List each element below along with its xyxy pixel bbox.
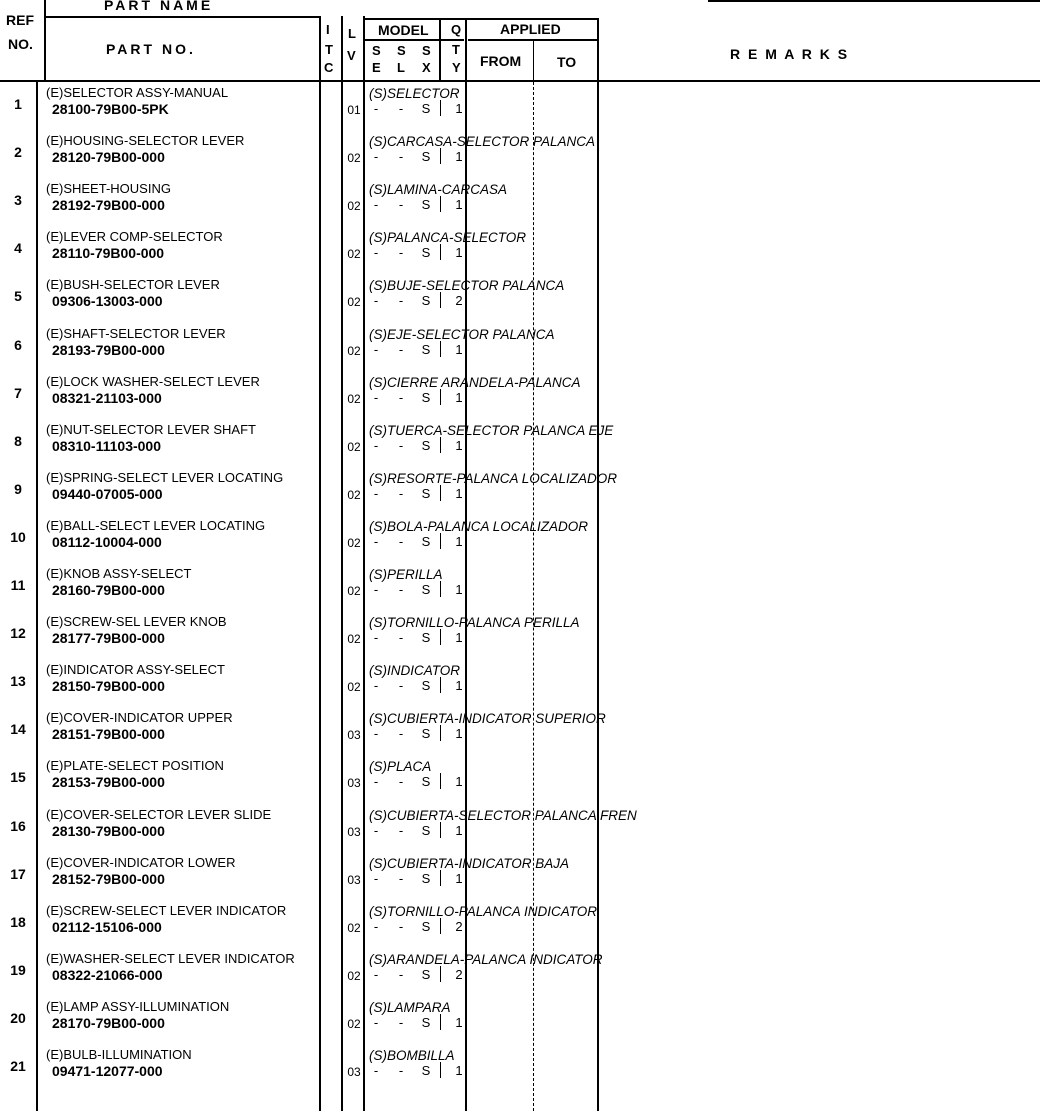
model-se-value: - bbox=[373, 870, 379, 886]
quantity-value: 1 bbox=[455, 726, 463, 742]
ref-number: 16 bbox=[10, 817, 26, 834]
header-top-rule bbox=[364, 18, 598, 20]
table-row bbox=[0, 948, 1040, 996]
model-sx-value: S bbox=[421, 485, 431, 501]
col-from-to-divider bbox=[533, 40, 534, 80]
model-se-value: - bbox=[373, 437, 379, 453]
level-value: 03 bbox=[347, 824, 361, 839]
model-se-value: - bbox=[373, 533, 379, 549]
model-col-3-top: S bbox=[422, 43, 431, 58]
level-value: 02 bbox=[347, 343, 361, 358]
ref-number: 3 bbox=[14, 192, 22, 209]
part-name: (E)LAMP ASSY-ILLUMINATION bbox=[46, 998, 230, 1014]
ref-number: 8 bbox=[14, 432, 22, 449]
part-name: (E)BULB-ILLUMINATION bbox=[46, 1047, 192, 1062]
remarks-text: (S)CUBIERTA-INDICATOR SUPERIOR bbox=[369, 711, 606, 727]
quantity-value: 1 bbox=[455, 1014, 463, 1030]
model-sl-value: - bbox=[398, 101, 404, 116]
level-value: 02 bbox=[347, 1016, 361, 1031]
remarks-text: (S)TORNILLO-PALANCA INDICATOR bbox=[369, 903, 598, 919]
model-sl-value: - bbox=[398, 870, 404, 886]
remarks-text: (S)PLACA bbox=[369, 759, 432, 775]
level-value: 03 bbox=[347, 776, 361, 791]
quantity-value: 1 bbox=[455, 582, 463, 597]
qty-header-q: Q bbox=[451, 22, 462, 37]
applied-header: APPLIED bbox=[500, 21, 561, 37]
ref-number: 18 bbox=[10, 913, 26, 930]
model-header: MODEL bbox=[378, 22, 429, 38]
model-sl-value: - bbox=[398, 774, 404, 790]
quantity-value: 2 bbox=[455, 293, 463, 309]
part-number: 28152-79B00-000 bbox=[52, 870, 165, 887]
remarks-text: (S)TORNILLO-PALANCA PERILLA bbox=[369, 615, 580, 631]
part-number: 08321-21103-000 bbox=[52, 389, 162, 406]
quantity-value: 1 bbox=[455, 485, 463, 501]
ref-number: 21 bbox=[10, 1058, 26, 1074]
part-name: (E)COVER-INDICATOR LOWER bbox=[46, 854, 236, 870]
part-number: 28100-79B00-5PK bbox=[52, 101, 169, 117]
level-value: 03 bbox=[347, 728, 361, 743]
model-qty-tick bbox=[440, 389, 441, 405]
lv-header-l: L bbox=[348, 26, 356, 41]
part-name: (E)SPRING-SELECT LEVER LOCATING bbox=[46, 469, 284, 485]
model-se-value: - bbox=[373, 389, 379, 405]
table-row bbox=[0, 1044, 1040, 1092]
model-qty-tick bbox=[440, 773, 441, 789]
model-sx-value: S bbox=[421, 533, 431, 549]
ref-number: 20 bbox=[10, 1009, 26, 1026]
quantity-value: 1 bbox=[455, 774, 463, 790]
ref-number: 10 bbox=[10, 528, 26, 545]
model-sl-value: - bbox=[398, 533, 404, 549]
level-value: 02 bbox=[347, 680, 361, 695]
part-name: (E)SELECTOR ASSY-MANUAL bbox=[46, 85, 229, 100]
model-col-1-top: S bbox=[372, 43, 381, 58]
level-value: 02 bbox=[347, 295, 361, 310]
from-header: FROM bbox=[480, 53, 522, 69]
model-sl-value: - bbox=[398, 1014, 404, 1030]
ref-number: 5 bbox=[14, 288, 22, 305]
model-sx-value: S bbox=[421, 1014, 431, 1030]
part-name: (E)KNOB ASSY-SELECT bbox=[46, 566, 192, 581]
model-col-2-top: S bbox=[397, 43, 406, 58]
ref-number: 19 bbox=[10, 961, 26, 978]
model-se-value: - bbox=[373, 485, 379, 501]
model-sl-value: - bbox=[398, 1063, 404, 1078]
model-qty-tick bbox=[440, 629, 441, 645]
table-row bbox=[0, 371, 1040, 419]
model-se-value: - bbox=[373, 1014, 379, 1030]
model-sl-value: - bbox=[398, 197, 404, 213]
model-se-value: - bbox=[373, 726, 379, 742]
ref-number: 13 bbox=[10, 673, 26, 690]
remarks-text: (S)INDICATOR bbox=[369, 663, 460, 679]
ref-number: 17 bbox=[10, 865, 26, 882]
model-sl-value: - bbox=[398, 389, 404, 405]
model-sx-value: S bbox=[421, 822, 431, 838]
model-sx-value: S bbox=[421, 918, 431, 934]
model-se-value: - bbox=[373, 630, 379, 646]
col-model-right bbox=[439, 18, 441, 80]
ref-number: 4 bbox=[14, 240, 22, 257]
model-qty-tick bbox=[440, 100, 441, 116]
model-sx-value: S bbox=[421, 630, 431, 646]
part-name-rule bbox=[44, 16, 320, 18]
part-name: (E)SCREW-SEL LEVER KNOB bbox=[46, 614, 227, 630]
model-rule bbox=[364, 39, 464, 41]
table-row bbox=[0, 323, 1040, 371]
level-value: 02 bbox=[347, 584, 361, 598]
level-value: 02 bbox=[347, 535, 361, 550]
level-value: 01 bbox=[347, 103, 361, 117]
quantity-value: 1 bbox=[455, 149, 463, 165]
part-name: (E)BUSH-SELECTOR LEVER bbox=[46, 277, 220, 293]
model-qty-tick bbox=[440, 244, 441, 260]
table-row bbox=[0, 515, 1040, 563]
quantity-value: 2 bbox=[455, 918, 463, 934]
remarks-text: (S)CUBIERTA-SELECTOR PALANCA FREN bbox=[369, 807, 637, 823]
quantity-value: 1 bbox=[455, 437, 463, 453]
table-row bbox=[0, 900, 1040, 948]
model-sx-value: S bbox=[421, 678, 431, 694]
model-qty-tick bbox=[440, 966, 441, 982]
part-number: 02112-15106-000 bbox=[52, 918, 162, 935]
level-value: 02 bbox=[347, 151, 361, 166]
part-number: 28130-79B00-000 bbox=[52, 822, 165, 839]
quantity-value: 1 bbox=[455, 678, 463, 694]
level-value: 02 bbox=[347, 920, 361, 935]
model-sx-value: S bbox=[421, 582, 431, 597]
no-header: NO. bbox=[8, 36, 33, 52]
table-row bbox=[0, 419, 1040, 467]
model-sl-value: - bbox=[398, 582, 404, 597]
level-value: 02 bbox=[347, 439, 361, 454]
remarks-text: (S)CARCASA-SELECTOR PALANCA bbox=[369, 134, 596, 150]
model-sx-value: S bbox=[421, 437, 431, 453]
model-sx-value: S bbox=[421, 389, 431, 405]
to-header: TO bbox=[557, 54, 577, 70]
model-qty-tick bbox=[440, 196, 441, 212]
level-value: 03 bbox=[347, 1065, 361, 1079]
part-number: 28170-79B00-000 bbox=[52, 1014, 165, 1031]
model-qty-tick bbox=[440, 581, 441, 597]
model-sl-value: - bbox=[398, 293, 404, 309]
remarks-text: (S)SELECTOR bbox=[369, 86, 460, 101]
table-row bbox=[0, 804, 1040, 852]
quantity-value: 2 bbox=[455, 966, 463, 982]
model-qty-tick bbox=[440, 148, 441, 164]
quantity-value: 1 bbox=[455, 197, 463, 213]
table-row bbox=[0, 563, 1040, 611]
table-row bbox=[0, 755, 1040, 803]
level-value: 02 bbox=[347, 968, 361, 983]
model-sx-value: S bbox=[421, 341, 431, 357]
quantity-value: 1 bbox=[455, 341, 463, 357]
table-row bbox=[0, 996, 1040, 1044]
table-row bbox=[0, 274, 1040, 322]
remarks-text: (S)ARANDELA-PALANCA INDICATOR bbox=[369, 951, 603, 967]
table-row bbox=[0, 659, 1040, 707]
part-name: (E)BALL-SELECT LEVER LOCATING bbox=[46, 517, 266, 533]
model-se-value: - bbox=[373, 149, 379, 165]
remarks-text: (S)LAMINA-CARCASA bbox=[369, 182, 508, 198]
model-qty-tick bbox=[440, 918, 441, 934]
model-se-value: - bbox=[373, 197, 379, 213]
model-se-value: - bbox=[373, 101, 379, 116]
model-se-value: - bbox=[373, 678, 379, 694]
level-value: 03 bbox=[347, 872, 361, 887]
model-se-value: - bbox=[373, 774, 379, 790]
model-se-value: - bbox=[373, 245, 379, 261]
part-name: (E)NUT-SELECTOR LEVER SHAFT bbox=[46, 421, 256, 437]
table-row bbox=[0, 130, 1040, 178]
ref-number: 11 bbox=[10, 577, 26, 593]
part-number: 28153-79B00-000 bbox=[52, 774, 165, 791]
quantity-value: 1 bbox=[455, 101, 463, 116]
part-number: 09306-13003-000 bbox=[52, 293, 163, 310]
model-qty-tick bbox=[440, 341, 441, 357]
table-row bbox=[0, 611, 1040, 659]
model-sx-value: S bbox=[421, 1063, 431, 1078]
remarks-text: (S)PALANCA-SELECTOR bbox=[369, 230, 527, 246]
level-value: 02 bbox=[347, 632, 361, 647]
part-number: 28192-79B00-000 bbox=[52, 197, 165, 214]
model-sl-value: - bbox=[398, 630, 404, 646]
model-se-value: - bbox=[373, 582, 379, 597]
qty-header-t: T bbox=[452, 42, 460, 57]
part-name: (E)HOUSING-SELECTOR LEVER bbox=[46, 133, 245, 149]
part-number: 08322-21066-000 bbox=[52, 966, 163, 983]
part-name: (E)COVER-INDICATOR UPPER bbox=[46, 710, 233, 726]
part-number: 28151-79B00-000 bbox=[52, 726, 165, 743]
part-name: (E)COVER-SELECTOR LEVER SLIDE bbox=[46, 806, 272, 822]
model-sx-value: S bbox=[421, 197, 431, 213]
remarks-text: (S)PERILLA bbox=[369, 567, 443, 582]
qty-header-y: Y bbox=[452, 60, 461, 75]
quantity-value: 1 bbox=[455, 245, 463, 261]
quantity-value: 1 bbox=[455, 533, 463, 549]
part-no-header: PART NO. bbox=[106, 41, 196, 57]
model-qty-tick bbox=[440, 533, 441, 549]
remarks-text: (S)EJE-SELECTOR PALANCA bbox=[369, 326, 555, 342]
ref-number: 14 bbox=[10, 721, 26, 738]
table-row bbox=[0, 226, 1040, 274]
quantity-value: 1 bbox=[455, 1063, 463, 1078]
model-sl-value: - bbox=[398, 149, 404, 165]
remarks-text: (S)BOLA-PALANCA LOCALIZADOR bbox=[369, 518, 589, 534]
model-qty-tick bbox=[440, 1014, 441, 1030]
model-sl-value: - bbox=[398, 966, 404, 982]
model-sl-value: - bbox=[398, 245, 404, 261]
model-sx-value: S bbox=[421, 870, 431, 886]
model-sl-value: - bbox=[398, 437, 404, 453]
model-sx-value: S bbox=[421, 726, 431, 742]
table-row bbox=[0, 707, 1040, 755]
model-sl-value: - bbox=[398, 341, 404, 357]
table-row bbox=[0, 82, 1040, 130]
model-qty-tick bbox=[440, 437, 441, 453]
level-value: 02 bbox=[347, 199, 361, 214]
remarks-text: (S)LAMPARA bbox=[369, 999, 451, 1015]
remarks-text: (S)CIERRE ARANDELA-PALANCA bbox=[369, 374, 581, 390]
lv-header-v: V bbox=[347, 48, 356, 63]
part-name: (E)LOCK WASHER-SELECT LEVER bbox=[46, 373, 260, 389]
model-col-1-bottom: E bbox=[372, 60, 381, 75]
model-se-value: - bbox=[373, 293, 379, 309]
quantity-value: 1 bbox=[455, 630, 463, 646]
model-se-value: - bbox=[373, 918, 379, 934]
model-qty-tick bbox=[440, 870, 441, 886]
itc-header-c: C bbox=[324, 60, 334, 75]
part-number: 08310-11103-000 bbox=[52, 437, 161, 454]
itc-header-i: I bbox=[326, 22, 330, 37]
model-se-value: - bbox=[373, 1063, 379, 1078]
ref-number: 6 bbox=[14, 336, 22, 353]
part-name-header: PART NAME bbox=[104, 0, 214, 13]
part-name: (E)INDICATOR ASSY-SELECT bbox=[46, 662, 225, 678]
model-se-value: - bbox=[373, 822, 379, 838]
part-name: (E)LEVER COMP-SELECTOR bbox=[46, 229, 223, 245]
ref-number: 9 bbox=[14, 480, 22, 497]
remarks-text: (S)RESORTE-PALANCA LOCALIZADOR bbox=[369, 470, 618, 486]
table-row bbox=[0, 178, 1040, 226]
part-name: (E)SHAFT-SELECTOR LEVER bbox=[46, 325, 226, 341]
model-sx-value: S bbox=[421, 101, 431, 116]
model-col-2-bottom: L bbox=[397, 60, 405, 75]
model-sl-value: - bbox=[398, 678, 404, 694]
model-qty-tick bbox=[440, 1062, 441, 1078]
quantity-value: 1 bbox=[455, 822, 463, 838]
model-sx-value: S bbox=[421, 966, 431, 982]
model-qty-tick bbox=[440, 677, 441, 693]
part-number: 08112-10004-000 bbox=[52, 533, 162, 550]
remarks-text: (S)BOMBILLA bbox=[369, 1048, 455, 1063]
part-name: (E)PLATE-SELECT POSITION bbox=[46, 758, 224, 774]
remarks-text: (S)BUJE-SELECTOR PALANCA bbox=[369, 278, 565, 294]
table-row bbox=[0, 852, 1040, 900]
model-sx-value: S bbox=[421, 245, 431, 261]
part-number: 28177-79B00-000 bbox=[52, 630, 165, 647]
top-right-rule bbox=[708, 0, 1040, 2]
itc-header-t: T bbox=[325, 42, 333, 57]
part-name: (E)WASHER-SELECT LEVER INDICATOR bbox=[46, 950, 295, 966]
remarks-header: R E M A R K S bbox=[730, 46, 850, 62]
ref-number: 12 bbox=[10, 625, 26, 642]
ref-number: 2 bbox=[14, 144, 22, 161]
part-name: (E)SHEET-HOUSING bbox=[46, 181, 171, 197]
model-sx-value: S bbox=[421, 149, 431, 165]
model-qty-tick bbox=[440, 725, 441, 741]
model-qty-tick bbox=[440, 822, 441, 838]
remarks-text: (S)TUERCA-SELECTOR PALANCA EJE bbox=[369, 422, 614, 438]
model-qty-tick bbox=[440, 292, 441, 308]
model-sx-value: S bbox=[421, 774, 431, 790]
quantity-value: 1 bbox=[455, 870, 463, 886]
level-value: 02 bbox=[347, 487, 361, 502]
part-number: 28160-79B00-000 bbox=[52, 582, 165, 598]
ref-number: 1 bbox=[14, 96, 22, 112]
ref-number: 15 bbox=[10, 769, 26, 786]
model-qty-tick bbox=[440, 485, 441, 501]
part-number: 28120-79B00-000 bbox=[52, 149, 165, 166]
level-value: 02 bbox=[347, 391, 361, 406]
ref-number: 7 bbox=[14, 384, 22, 401]
part-number: 09440-07005-000 bbox=[52, 485, 163, 502]
model-sx-value: S bbox=[421, 293, 431, 309]
model-se-value: - bbox=[373, 966, 379, 982]
quantity-value: 1 bbox=[455, 389, 463, 405]
model-sl-value: - bbox=[398, 822, 404, 838]
model-col-3-bottom: X bbox=[422, 60, 431, 75]
model-sl-value: - bbox=[398, 485, 404, 501]
model-se-value: - bbox=[373, 341, 379, 357]
level-value: 02 bbox=[347, 247, 361, 262]
col-ref-divider-header bbox=[44, 0, 46, 80]
part-number: 28193-79B00-000 bbox=[52, 341, 165, 358]
part-number: 28150-79B00-000 bbox=[52, 678, 165, 695]
part-name: (E)SCREW-SELECT LEVER INDICATOR bbox=[46, 902, 287, 918]
part-number: 09471-12077-000 bbox=[52, 1063, 163, 1079]
table-row bbox=[0, 467, 1040, 515]
ref-header: REF bbox=[6, 12, 34, 28]
remarks-text: (S)CUBIERTA-INDICATOR BAJA bbox=[369, 855, 570, 871]
part-number: 28110-79B00-000 bbox=[52, 245, 165, 262]
model-sl-value: - bbox=[398, 726, 404, 742]
model-sl-value: - bbox=[398, 918, 404, 934]
